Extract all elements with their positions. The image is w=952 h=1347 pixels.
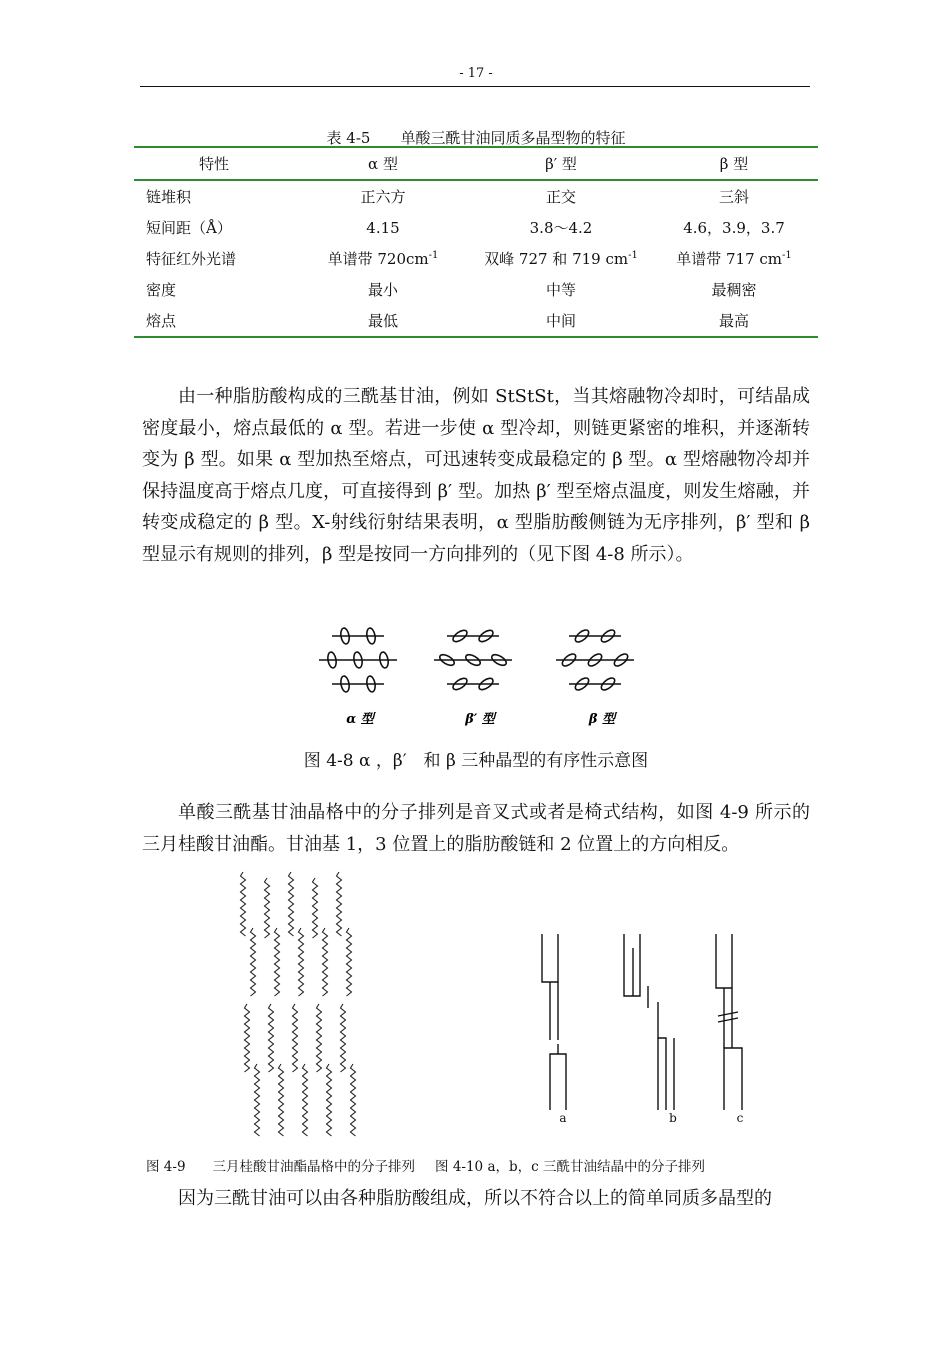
superscript: -1 xyxy=(782,250,792,261)
figure-captions xyxy=(146,1155,725,1175)
chain-fork xyxy=(724,1048,742,1110)
arrangement-c xyxy=(716,934,742,1110)
fatty-acid-chain xyxy=(269,1004,274,1072)
chain-fork xyxy=(550,1054,566,1110)
molecule-mark xyxy=(595,676,621,692)
table-caption: 表 4-5 单酸三酰甘油同质多晶型物的特征 xyxy=(326,129,626,147)
figure-caption: 图 4-8 α ，β′ 和 β 三种晶型的有序性示意图 xyxy=(303,751,649,771)
crystal-order-figure xyxy=(300,618,660,730)
table-row xyxy=(134,180,818,212)
table-header-cell: β 型 xyxy=(719,155,749,173)
fatty-acid-chain xyxy=(255,1064,260,1136)
molecular-arrangement-figure xyxy=(520,928,780,1123)
table-header-cell: β′ 型 xyxy=(545,155,577,173)
table-header-cell: α 型 xyxy=(368,155,398,173)
fatty-acid-chain xyxy=(341,1004,346,1072)
body-paragraph: 单酸三酰基甘油晶格中的分子排列是音叉式或者是椅式结构，如图 4-9 所示的三月桂酸甘油酯。甘油基 1，3 位置上的脂肪酸链和 2 位置上的方向相反。 xyxy=(142,802,810,855)
table-row xyxy=(134,274,818,305)
molecule-mark xyxy=(569,628,595,644)
table-cell: 3.8～4.2 xyxy=(529,219,593,237)
molecule-mark xyxy=(447,676,473,692)
fatty-acid-chain xyxy=(327,1064,332,1136)
table-cell: 最小 xyxy=(367,281,398,299)
table-cell: 单谱带 $720cm^{-1}$ xyxy=(327,250,439,268)
fatty-acid-chain xyxy=(289,872,294,936)
fatty-acid-chain xyxy=(317,1004,322,1072)
arrangement-a xyxy=(542,934,566,1110)
molecule-mark xyxy=(569,676,595,692)
table-cell: 密度 xyxy=(146,281,177,299)
figure-4-9-caption: 图 4-9 三月桂酸甘油酯晶格中的分子排列 xyxy=(146,1159,416,1175)
table-cell: 短间距（Å） xyxy=(146,219,232,237)
molecule-mark xyxy=(608,652,634,668)
molecule-mark xyxy=(486,653,512,668)
table-cell: 最低 xyxy=(367,312,398,330)
fatty-acid-chain xyxy=(275,928,280,996)
table-cell: 三斜 xyxy=(718,188,749,206)
table-cell: 正六方 xyxy=(360,188,406,206)
label-a: a xyxy=(559,1111,567,1123)
fatty-acid-chain xyxy=(245,1004,250,1072)
molecule-mark xyxy=(332,675,358,692)
header-rule xyxy=(140,86,810,87)
label-b: b xyxy=(669,1111,677,1123)
trilaurin-lattice-figure xyxy=(225,868,375,1148)
fatty-acid-chain xyxy=(347,928,352,996)
fatty-acid-chain xyxy=(351,1064,356,1136)
fatty-acid-chain xyxy=(265,878,270,938)
table-cell: 4.15 xyxy=(366,218,400,237)
molecule-mark xyxy=(358,675,384,692)
molecule-mark xyxy=(358,627,384,644)
table-cell: 最高 xyxy=(718,312,749,330)
arrangement-b xyxy=(624,934,674,1110)
table-cell: 双峰 727 和 719 $cm^{-1}$ xyxy=(484,250,638,268)
body-paragraph: 因为三酰甘油可以由各种脂肪酸组成，所以不符合以上的简单同质多晶型的 xyxy=(178,1188,772,1209)
figure-4-10-caption: 图 4-10 a，b，c 三酰甘油结晶中的分子排列 xyxy=(435,1159,705,1175)
polymorph-table xyxy=(134,146,818,338)
chain-fork xyxy=(542,934,558,982)
alpha-label: α 型 xyxy=(346,712,374,727)
table-cell: 中等 xyxy=(545,281,576,299)
molecule-mark xyxy=(447,628,473,644)
page-number: - 17 - xyxy=(459,66,493,81)
table-cell: 特征红外光谱 xyxy=(146,250,237,268)
fatty-acid-chain xyxy=(241,872,246,936)
molecule-mark xyxy=(473,628,499,644)
molecule-mark xyxy=(345,651,371,668)
superscript: -1 xyxy=(428,250,439,261)
superscript: -1 xyxy=(628,250,638,261)
table-cell: 4.6，3.9，3.7 xyxy=(683,219,785,237)
molecule-mark xyxy=(556,652,582,668)
molecule-mark xyxy=(332,627,358,644)
table-header-cell: 特性 xyxy=(198,155,229,173)
body-paragraph: 由一种脂肪酸构成的三酰基甘油，例如 StStSt，当其熔融物冷却时，可结晶成密度最小，熔点最低的 α 型。若进一步使 α 型冷却，则链更紧密的堆积，并逐渐转变为 β 型。如果 α 型加热至熔点，可迅速转变成最稳定的 β 型。α 型熔融物冷却并保持温度高于熔点几度，可直接得到 β′ 型。加热 β′ 型至熔点温度，则发生熔融，并转变成稳定的 β 型。X-射线衍射结果表明，α 型脂肪酸侧链为无序排列，β′ 型和 β 型显示有规则的排列，β 型是按同一方向排列的（见下图 4-8 所示）。 xyxy=(142,386,810,565)
chain-fork xyxy=(716,934,732,988)
fatty-acid-chain xyxy=(303,1064,308,1136)
molecule-mark xyxy=(434,653,460,668)
molecule-mark xyxy=(473,676,499,692)
fatty-acid-chain xyxy=(337,872,342,936)
table-cell: 正交 xyxy=(545,188,576,206)
table-header-row xyxy=(134,147,818,180)
fatty-acid-chain xyxy=(299,928,304,996)
molecule-mark xyxy=(371,651,397,668)
table-row xyxy=(134,243,818,274)
molecule-mark xyxy=(460,653,486,668)
table-cell: 最稠密 xyxy=(711,281,757,299)
table-row xyxy=(134,212,818,243)
break-mark xyxy=(718,1012,738,1022)
chain-fork xyxy=(624,934,640,996)
fatty-acid-chain xyxy=(323,928,328,996)
table-cell: 熔点 xyxy=(146,312,177,330)
table-row xyxy=(134,305,818,337)
chain-fork xyxy=(658,1002,666,1110)
fatty-acid-chain xyxy=(293,1004,298,1072)
fatty-acid-chain xyxy=(313,878,318,938)
molecule-mark xyxy=(319,651,345,668)
molecule-mark xyxy=(595,628,621,644)
fatty-acid-chain xyxy=(279,1064,284,1136)
label-c: c xyxy=(736,1111,744,1123)
table-cell: 中间 xyxy=(545,312,576,330)
beta-label: β 型 xyxy=(588,712,616,727)
table-cell: 链堆积 xyxy=(146,188,192,206)
molecule-mark xyxy=(582,652,608,668)
beta-prime-label: β′ 型 xyxy=(465,712,495,727)
table-cell: 单谱带 717 $cm^{-1}$ xyxy=(676,250,792,268)
fatty-acid-chain xyxy=(251,928,256,996)
